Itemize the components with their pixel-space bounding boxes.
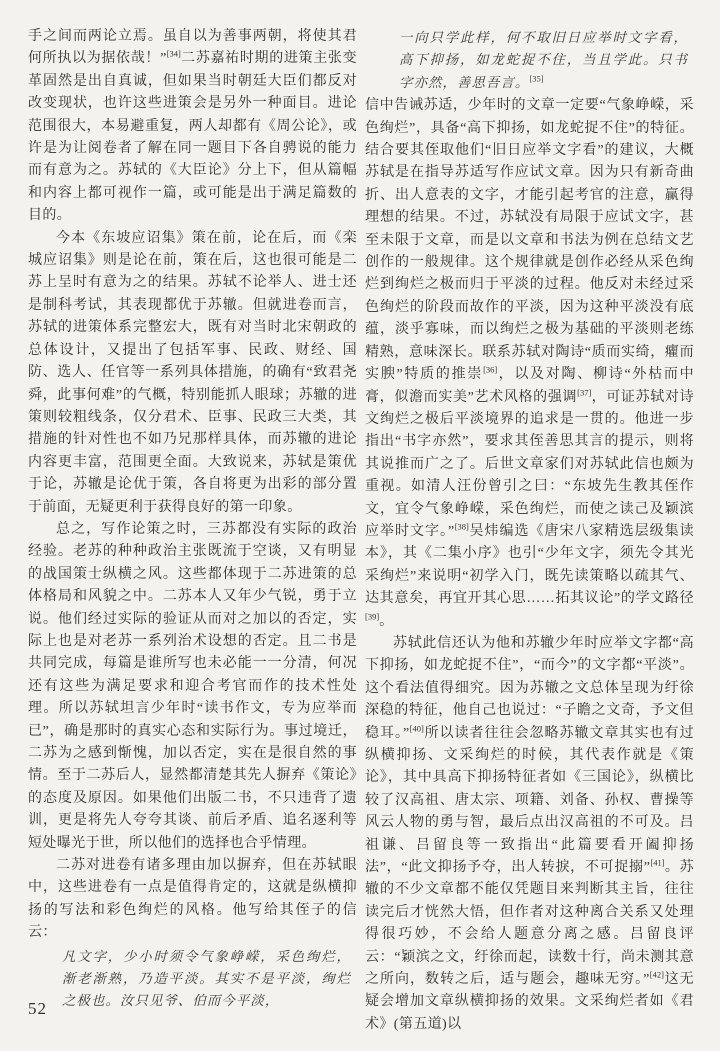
footnote-ref: [41] xyxy=(650,857,665,868)
footnote-ref: [42] xyxy=(649,969,664,980)
footnote-ref: [40] xyxy=(409,722,424,733)
paragraph: 今本《东坡应诏集》策在前，论在后，而《栾城应诏集》则是论在前，策在后，这也很可能是二苏上呈时有意为之的结果。苏轼不论举人、进士还是制科考试，其表现都优于苏辙。但就进卷而言，苏轼的进策体系完整宏大，既有对当时北宋朝政的总体设计，又提出了包括军事、民政、财经、国防、选人、任官等一系列具体措施，的确有“致君尧舜，此事何难”的气概，特别能抓人眼球；苏辙的进策则较粗线条，仅分君术、臣事、民政三大类，其措施的针对性也不如乃兄那样具体，而苏辙的进论内容更丰富，范围更全面。大致说来，苏轼是策优于论，苏辙是论优于策，各自将更为出彩的部分置于前面，无疑更利于获得良好的第一印象。 xyxy=(28,230,357,515)
quote-block: 一向只学此样，何不取旧日应举时文字看，高下抑扬，如龙蛇捉不住，当且学此。只书字亦然，善思吾言。[35] xyxy=(399,30,688,90)
column-left xyxy=(28,26,357,1021)
paragraph: 信中告诫苏适，少年时的文章一定要“气象峥嵘，采色绚烂”，具备“高下抑扬，如龙蛇捉不住”的特征。结合要其侄取他们“旧日应举文字看”的建议，大概苏轼是在指导苏适写作应试文章。因为只有新奇曲折、出人意表的文字，才能引起考官的注意，赢得理想的结果。不过，苏轼没有局限于应试文字，甚至未限于文章，而是以文章和书法为例在总结文艺创作的一般规律。这个规律就是创作必经从采色绚烂到绚烂之极而归于平淡的过程。他反对未经过采色绚烂的阶段而故作的平淡，因为这种平淡没有底蕴，淡乎寡味，而以绚烂之极为基础的平淡则老练精熟，意味深长。联系苏轼对陶诗“质而实绮，癯而实腴”特质的推崇[36]，以及对陶、柳诗“外枯而中膏，似澹而实美”艺术风格的强调[37]，可证苏轼对诗文绚烂之极后平淡境界的追求是一贯的。他进一步指出“书字亦然”，要求其侄善思其言的提示，则将其说推而广之了。后世文章家们对苏轼此信也颇为重视。如清人汪份曾引之曰：“东坡先生教其侄作文，宜令气象峥嵘，采色绚烂，而使之读己及颖滨应举时文字。”[38]吴炜编选《唐宋八家精选层级集读本》，其《二集小序》也引“少年文字，须先令其光采绚烂”来说明“初学入门，既先读策略以疏其气、达其意矣，再宜开其心思……拓其议论”的学文路径[39]。 xyxy=(365,98,695,629)
footnote-ref: [35] xyxy=(529,73,544,84)
paragraph: 手之间而两论立焉。虽自以为善事两朝，将使其君何所执以为据依哉！”[34]二苏嘉祐时期的进策主张变革固然是出自真诚，但如果当时朝廷大臣们都反对改变现状，也许这些进策会是另外一种面目。进论范围很大，本易避重复，两人却都有《周公论》，或许是为让阅卷者了解在同一题目下各自骋说的能力而有意为之。苏轼的《大臣论》分上下，但从篇幅和内容上都可视作一篇，或可能是出于满足篇数的目的。 xyxy=(28,29,357,224)
paragraph: 苏轼此信还认为他和苏辙少年时应举文字都“高下抑扬，如龙蛇捉不住”，“而今”的文字都“平淡”。这个看法值得细究。因为苏辙之文总体呈现为纡徐深稳的特征，他自己也说过：“子瞻之文奇，予文但稳耳。”[40]所以读者往往会忽略苏辙文章其实也有过纵横抑扬、文采绚烂的时候，其代表作就是《策论》，其中具高下抑扬特征者如《三国论》，纵横比较了汉高祖、唐太宗、项籍、刘备、孙权、曹操等风云人物的勇与智，最后点出汉高祖的不可及。吕祖谦、吕留良等一致指出“此篇要看开阖抑扬法”，“此文抑扬予夺，出人转捩，不可捉搦”[41]。苏辙的不少文章都不能仅凭题目来判断其主旨，往往读完后才恍然大悟，但作者对这种离合关系又处理得很巧妙，不会给人题意分离之感。吕留良评云：“颖滨之文，纡徐而起，读数十行，尚未测其意之所向，数转之后，适与题会，趣味无穷。”[42]这无疑会增加文章纵横抑扬的效果。文采绚烂者如《君术》(第五道)以 xyxy=(365,635,694,1032)
column-right xyxy=(365,26,695,1032)
page-number: 52 xyxy=(28,999,47,1018)
text-columns xyxy=(28,26,695,1032)
footnote-ref: [38] xyxy=(454,521,469,532)
paragraph: 二苏对进卷有诸多理由加以摒弃，但在苏轼眼中，这些进卷有一点是值得肯定的，这就是纵横抑扬的写法和彩色绚烂的风格。他写给其侄子的信云： xyxy=(28,858,357,941)
footnote-ref: [34] xyxy=(166,48,181,59)
paragraph: 总之，写作论策之时，三苏都没有实际的政治经验。老苏的种种政治主张既流于空谈，又有明显的战国策士纵横之风。这些都体现于二苏进策的总体格局和风貌之中。二苏本人又年少气锐，勇于立说。他们经过实际的验证从而对之加以的否定，实际上也是对老苏一系列治术设想的否定。且二书是共同完成，每篇是谁所写也未必能一一分清，何况还有这些为满足要求和迎合考官而作的技术性处理。所以苏轼坦言少年时“读书作文，专为应举而已”，确是那时的真实心态和实际行为。事过境迁，二苏为之感到惭愧，加以否定，实在是很自然的事情。至于二苏后人，显然都清楚其先人摒弃《策论》的态度及原因。如果他们出版二书，不只违背了遗训，更是将先人夸夸其谈、前后矛盾、追名逐利等短处曝光于世，所以他们的选择也合乎情理。 xyxy=(28,521,357,851)
footnote-ref: [36] xyxy=(483,364,498,375)
footnote-ref: [37] xyxy=(577,386,592,397)
quote-block: 凡文字，少小时须令气象峥嵘，采色绚烂，渐老渐熟，乃造平淡。其实不是平淡，绚烂之极也。汝只见爷、伯而今平淡， xyxy=(62,948,351,1009)
footnote-ref: [39] xyxy=(365,610,380,621)
